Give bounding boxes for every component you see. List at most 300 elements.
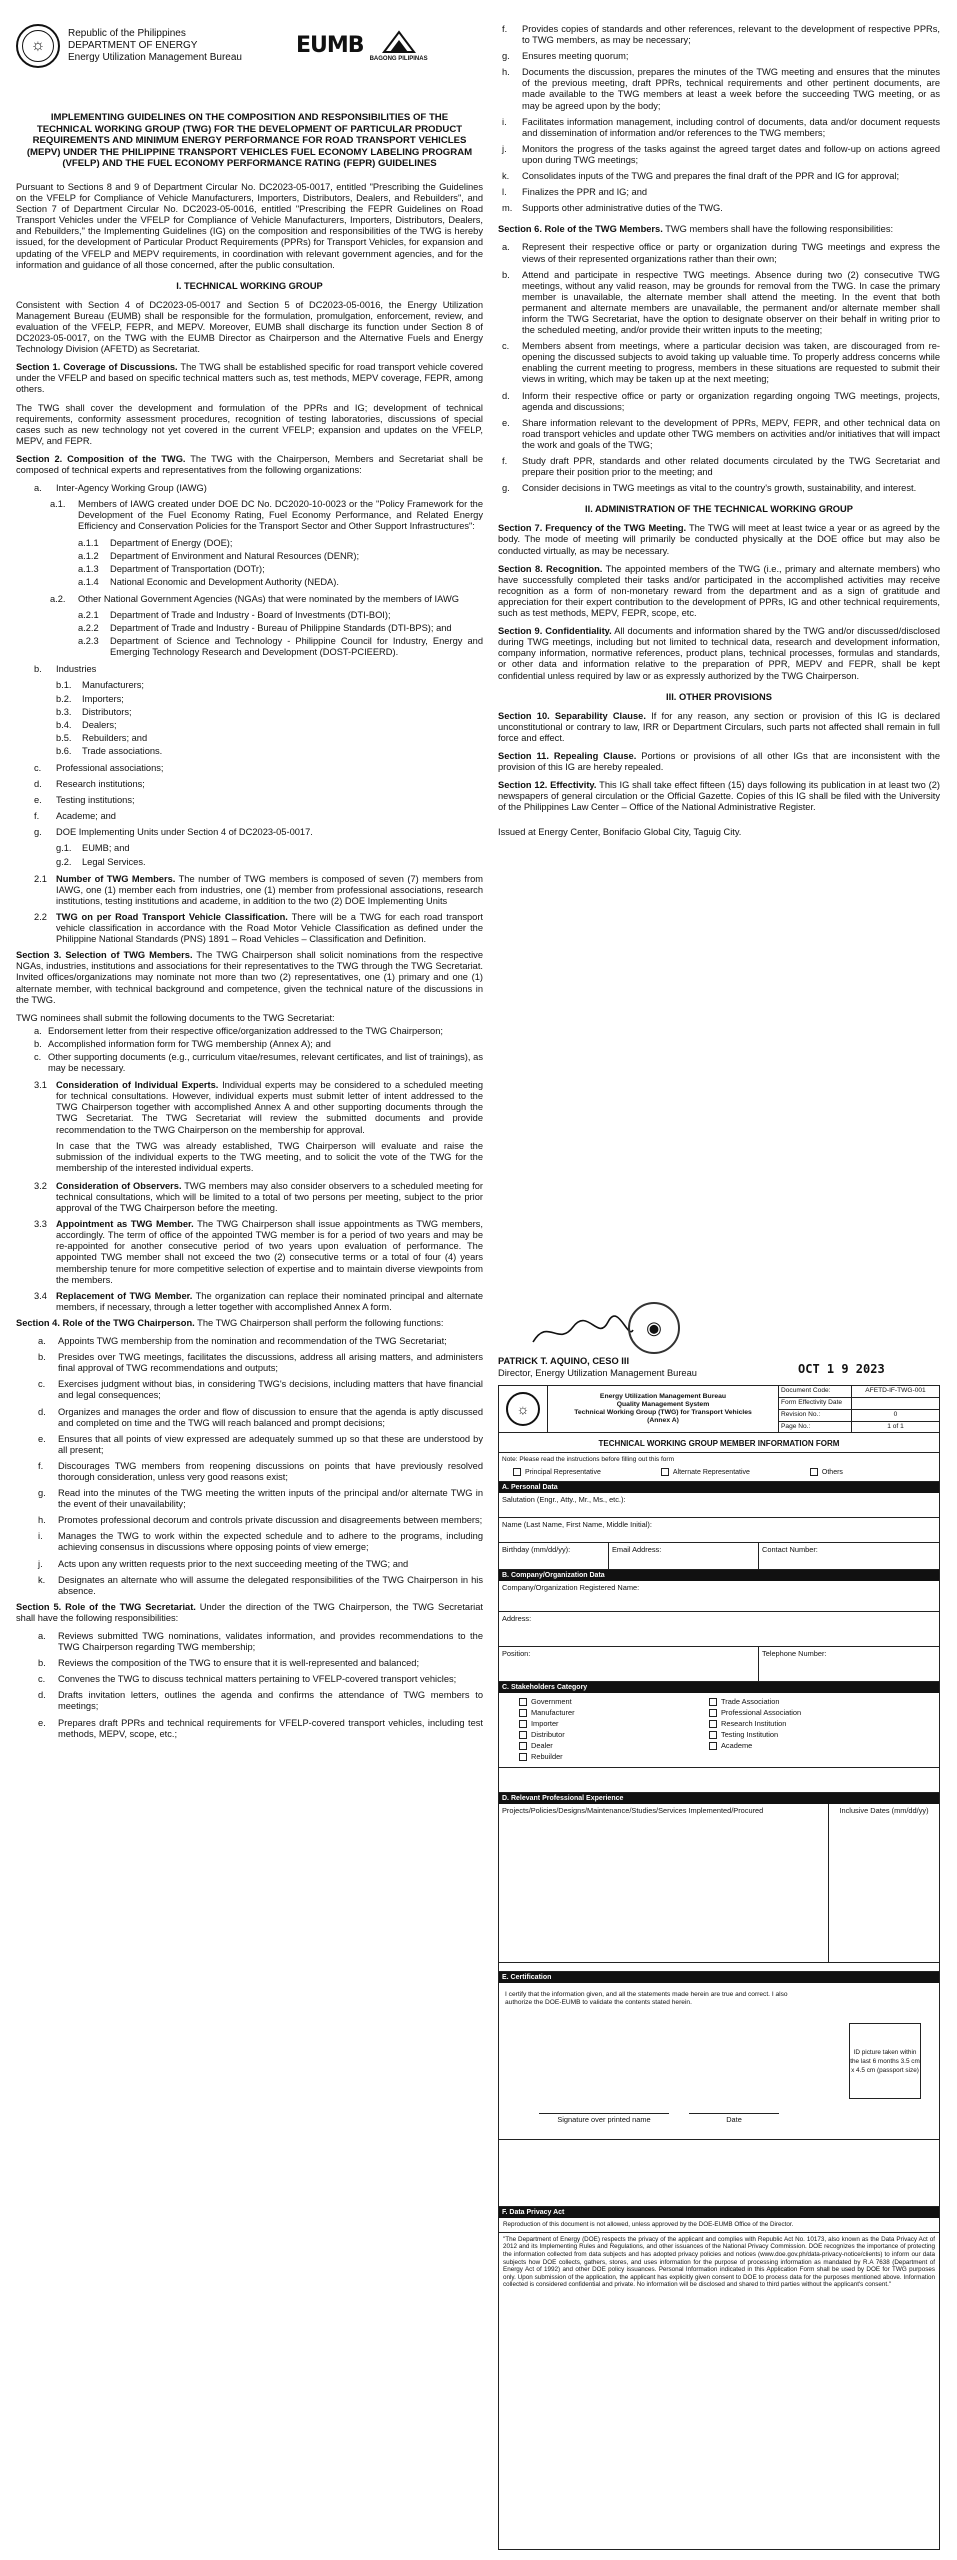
checkbox[interactable] [519,1742,527,1750]
category-option[interactable] [519,1741,669,1750]
item-text: Finalizes the PPR and IG; and [522,187,648,198]
item-label: b. [34,664,42,675]
list-item [38,1718,483,1740]
form-note: Note: Please read the instructions before filling out this form [502,1456,674,1463]
checkbox[interactable] [709,1720,717,1728]
section-9-text: All documents and information shared by the TWG and/or discussed/disclosed during TWG meetings, including but not limited to technical data, research and development information, company information, normative references, product plans, technical processes, formulas and standards, or other data and information relative to the preparation of PPR, MEPV and FEPR, shall be kept confidential unless required by law or as expressly authorized by the TWG Chairperson. [498,626,940,681]
item-text: Manufacturers; [82,680,145,691]
certification-block [499,1983,939,2140]
certification-text: I certify that the information given, and all the statements made herein are true and correct. I also authorize the DOE-EUMB to validate the contents stated herein. [505,1991,788,2007]
item-text: EUMB; and [82,843,130,854]
item-text: Endorsement letter from their respective office/organization addressed to the TWG Chairperson; [48,1025,443,1036]
section-10 [498,711,940,744]
section-12-text: This IG shall take effect fifteen (15) days following its publication in at least two (2) newspapers of general circulation or the Official Gazette. Copies of this IG shall be filed with the University of the Philippines Law Center – Office of the National Administrative Register. [498,780,940,813]
item-text: Rebuilders; and [82,732,148,743]
category-option[interactable] [519,1719,669,1728]
checkbox[interactable] [709,1698,717,1706]
category-column-right [709,1697,801,1763]
item-label: c. [34,1051,42,1062]
option-label: Principal Representative [525,1469,601,1476]
subsection-3-2 [34,1181,483,1214]
list-item-a [34,483,483,494]
item-text: Industries [56,664,97,675]
item-text: Department of Science and Technology - Philippine Council for Industry, Energy and Emerging Technology Research and Development (DOST-PCIEERD). [110,636,483,658]
list-item [38,1461,483,1483]
item-label: b.3. [56,706,72,717]
item-text: Department of Energy (DOE); [110,537,233,548]
item-label: b.2. [56,693,72,704]
section-4-label: Section 4. Role of the TWG Chairperson. [16,1317,195,1328]
item-label: k. [502,171,510,182]
item-text: Represent their respective office or party or organization during TWG meetings and express the views of their represented organizations rather than their own; [522,242,940,264]
category-label: Trade Association [721,1697,780,1706]
g-sublist [56,843,483,867]
item-text: Attend and participate in respective TWG meetings. Absence during two (2) consecutive TWG meetings, without any valid reason, may be grounds for removal from the TWG. In case the primary member is unavailable, the alternate member shall attend the meeting. In the event that both permanent and alternate members are unavailable, the permanent and/or alternate member shall inform the TWG Secretariat, have the option to designate observer on their behalf in writing prior to the scheduled meeting, and/or provide their written inputs to the meeting; [522,269,940,336]
doe-seal-icon: ☼ [16,24,60,68]
section-a-header: A. Personal Data [499,1482,939,1493]
list-item [78,551,483,562]
checkbox[interactable] [661,1468,669,1476]
item-text: DOE Implementing Units under Section 4 of DC2023-05-0017. [56,827,313,838]
item-label: 2.1 [34,873,47,884]
privacy-text-2: "The Department of Energy (DOE) respects the privacy of the applicant and complies with Republic Act No. 10173, also known as the Data Privacy Act of 2012 and its Implementing Rules and Regulations, and other issuances of the National Privacy Commission. DOE recognizes the importance of protecting the information collected from data subjects and has adopted privacy policies and notices (www.doe.gov.ph/data-privacy-notice/clients) to inform our data subjects how DOE collects, gathers, stores, and uses information for the purpose of processing information as mandated by R.A 7638 (Department of Energy Act of 1992) and other DOE policy issuances. Personal Information indicated in this Application Form shall be used by DOE for TWG purposes only. Upon submission of the application, the applicant has explicitly given consent to DOE to process data for the purposes mentioned above. Information collected is considered confidential and private. No information will be disclosed and shared to third parties without the applicant's consent." [503,2235,935,2289]
section-5 [16,1602,483,1624]
item-text: Discourages TWG members from reopening discussions on points that have previously resolved thorough consideration, unless very good reasons exist; [58,1460,483,1482]
item-text: Share information relevant to the development of PPRs, MEPV, FEPR, and other technical data on road transport vehicles and update other TWG members on activities and/or initiatives that will impact the work and goals of the TWG; [522,417,940,450]
item-text: Organizes and manages the order and flow of discussion to ensure that the agenda is aptly discussed and completed on time and the TWG will reach balanced and prompt decisions; [58,1406,483,1428]
item-text: Presides over TWG meetings, facilitates the discussions, address all arising matters, and administers final approval of TWG recommendations and outputs; [58,1352,483,1374]
section-9 [498,626,940,681]
list-item-f [34,811,483,822]
item-text: Research institutions; [56,779,145,790]
category-option[interactable] [709,1730,801,1739]
checkbox[interactable] [709,1742,717,1750]
list-item [502,51,940,62]
company-field[interactable]: Company/Organization Registered Name: [502,1583,640,1592]
id-picture-box[interactable]: ID picture taken within the last 6 months 3.5 cm x 4.5 cm (passport size) [849,2023,921,2099]
item-label: b. [38,1658,46,1669]
item-text: Department of Trade and Industry - Board of Investments (DTI-BOI); [110,609,391,620]
agency-name [68,28,242,64]
bagong-pilipinas-label: BAGONG PILIPINAS [369,56,428,62]
item-label: g. [34,827,42,838]
list-item [78,538,483,549]
principal-option[interactable] [513,1468,601,1477]
subsection-text: The TWG Chairperson shall issue appointments as TWG members, accordingly. The term of office of the appointed TWG member is for a period of two years and may be re-appointed for another consecutive period of two years upon evaluation of performance. The appointed TWG member shall not exceed the two (2) consecutive terms or a total of four (4) years membership tenure for more competitive selection of expertise and to maintain diverse viewpoints from the members. [56,1219,483,1285]
item-text: Acts upon any written requests prior to the next succeeding meeting of the TWG; and [58,1558,409,1569]
list-item-d [34,779,483,790]
annex-a-form [498,1385,940,2550]
checkbox[interactable] [810,1468,818,1476]
item-label: a. [38,1631,46,1641]
section-2 [16,454,483,476]
list-item [78,610,483,621]
item-label: b.1. [56,680,72,691]
section-3-text: The TWG Chairperson shall solicit nominations from the respective NGAs, industries, institutions and associations for their representatives to the TWG through the TWG Secretariat. Invited offices/organizations may nominate not more than two (2) representatives, one (1) primary and one (1) alternate member, with technical background and competence, given the technical nature of the discussions in the TWG. [16,950,483,1005]
list-item [502,203,940,214]
category-option[interactable] [709,1708,801,1717]
category-label: Research Institution [721,1719,787,1729]
agency-line-2: DEPARTMENT OF ENERGY [68,40,198,51]
contact-field[interactable]: Contact Number: [762,1545,818,1554]
category-option[interactable] [519,1708,669,1717]
item-label: e. [38,1433,46,1444]
control-key: Document Code: [779,1386,852,1397]
item-label: j. [38,1558,43,1569]
list-item [38,1379,483,1401]
item-text: Department of Trade and Industry - Bureau of Philippine Standards (DTI-BPS); and [110,623,452,634]
agency-line-3: Energy Utilization Management Bureau [68,52,242,63]
item-label: f. [502,24,508,34]
list-item [502,391,940,413]
birthday-field[interactable]: Birthday (mm/dd/yy): [499,1543,609,1569]
item-text: Legal Services. [82,856,146,867]
section-8-text: The appointed members of the TWG (i.e., primary and alternate members) who have successfully completed their tasks and/or participated in the accomplished activities may receive recognition as a form of non-monetary reward from the department and as a sign of gratitude and appreciation for their expert contribution to the development of PPRs, IG and other technical requirements, such as test methods, MEPV, FEPR, scope, etc. [498,563,941,619]
item-label: c. [502,341,510,352]
form-control-table [779,1386,939,1432]
checkbox[interactable] [519,1753,527,1761]
list-item [56,694,483,705]
subsection-head: Replacement of TWG Member. [56,1290,193,1301]
category-label: Testing Institution [721,1730,779,1740]
signature-line[interactable]: Signature over printed name [539,2113,669,2124]
item-label: f. [502,456,508,466]
item-text: Professional associations; [56,763,164,773]
letterhead [16,24,486,76]
item-label: 3.3 [34,1219,47,1230]
spacer [499,1963,939,1972]
item-text: Read into the minutes of the TWG meeting the written inputs of the principal and/or alternate TWG in the event of their unavailability; [58,1488,483,1510]
item-text: Ensures meeting quorum; [522,51,629,62]
item-text: Consider decisions in TWG meetings as vital to the country's growth, sustainability, and interest. [522,483,917,494]
item-text: Provides copies of standards and other references, relevant to the development of respective PPRs, to TWG members, as may be necessary; [522,24,940,46]
list-item [502,341,940,385]
category-option[interactable] [519,1730,669,1739]
section-2-label: Section 2. Composition of the TWG. [16,453,186,464]
option-label: Others [821,1469,843,1476]
intro-paragraph: Pursuant to Sections 8 and 9 of Department Circular No. DC2023-05-0017, entitled "Prescribing the Guidelines on the VFELP for Compliance of Vehicle Manufacturers, Importers, Distributors, Dealers, and Rebuilders", and Section 7 of Department Circular No. DC2023-05-0016, entitled "Prescribing the FEPR Guidelines on Road Transport Vehicles under the VFELP for Compliance of Vehicle Manufacturers, Importers, Distributors, Dealers, and Rebuilders," the Implementing Guidelines (IG) on the composition and responsibilities of the TWG is hereby issued, for the development of Particular Product Requirements (PPRs) for Transport Vehicles, for expansion and updating of the VFELP and MEPV requirements, in coordination with relevant government agencies, and for the information and guidance of all those concerned, after the public consultation. [16,181,483,270]
item-label: g. [502,483,510,494]
others-option[interactable] [810,1468,843,1477]
section-10-text: If for any reason, any section or provision of this IG is declared unconstitutional or contrary to law, IRR or Department Circulars, such parts not affected shall remain in full force and effect. [498,710,940,743]
list-item [38,1488,483,1510]
item-label: 3.1 [34,1080,47,1091]
section-c-header: C. Stakeholders Category [499,1682,939,1693]
item-text: Accomplished information form for TWG membership (Annex A); and [48,1038,331,1049]
list-item [56,733,483,744]
category-label: Rebuilder [531,1752,563,1762]
section-8 [498,564,940,619]
category-option[interactable] [519,1752,669,1761]
item-label: f. [38,1460,44,1471]
item-text: Promotes professional decorum and controls private discussion and disagreements between members; [58,1515,483,1526]
section-f-header: F. Data Privacy Act [499,2207,939,2218]
b-sublist [56,680,483,757]
subsection-text: TWG members may also consider observers to a scheduled meeting for technical consultations, which will be limited to a total of two persons per meeting, subject to the prior approval of the TWG Chairperson before the meeting. [56,1180,483,1214]
control-value: 0 [893,1411,898,1418]
subsection-text: The organization can replace their nominated principal and alternate members, if necessary, through a letter together with accomplished Annex A form. [56,1290,483,1312]
form-org-line: Quality Management System [616,1400,710,1408]
section-2-text: The TWG with the Chairperson, Members and Secretariat shall be composed of technical experts and representatives from the following organizations: [16,453,484,476]
list-item [38,1575,483,1597]
item-text: Department of Environment and Natural Resources (DENR); [110,550,360,561]
document-title: IMPLEMENTING GUIDELINES ON THE COMPOSITION AND RESPONSIBILITIES OF THE TECHNICAL WORKING GROUP (TWG) FOR THE DEVELOPMENT OF PARTICULAR PRODUCT REQUIREMENTS AND MINIMUM ENERGY PERFORMANCE FOR ROAD TRANSPORT VEHICLES (MEPV) UNDER THE PHILIPPINE TRANSPORT VEHICLES FUEL ECONOMY LABELING PROGRAM (VFELP) AND THE FUEL ECONOMY PERFORMANCE RATING (FEPR) GUIDELINES [26,112,473,170]
item-label: d. [38,1690,46,1701]
item-text: Inform their respective office or party or organization regarding ongoing TWG meetings, projects, agenda and discussions; [522,390,940,412]
subsection-text: The number of TWG members is composed of seven (7) members from IAWG, one (1) member each from industries, one (1) member from professional associations, research institutions, testing institutions and academe, in addition to the two (2) DOE Implementing Units [56,873,483,906]
item-label: e. [502,417,510,428]
item-text: Reviews submitted TWG nominations, validates information, and provides recommendations to the TWG Chairperson regarding TWG membership; [58,1631,483,1653]
issued-line: Issued at Energy Center, Bonifacio Global City, Taguig City. [498,827,742,838]
item-label: b. [34,1038,42,1049]
section-1-label: Section 1. Coverage of Discussions. [16,362,178,373]
section-11-label: Section 11. Repealing Clause. [498,750,637,761]
inclusive-dates-field[interactable]: Inclusive Dates (mm/dd/yy) [839,1806,929,1816]
section-8-label: Section 8. Recognition. [498,563,603,574]
category-label: Professional Association [721,1708,802,1718]
section-12-label: Section 12. Effectivity. [498,780,597,791]
subsection-head: Number of TWG Members. [56,873,176,884]
telephone-field[interactable]: Telephone Number: [762,1649,827,1658]
section-5-text: Under the direction of the TWG Chairperson, the TWG Secretariat shall have the following responsibilities: [16,1601,483,1623]
item-text: Testing institutions; [56,795,135,806]
date-line[interactable]: Date [689,2113,779,2124]
list-item [502,67,940,111]
list-item [38,1631,483,1653]
section-5-label: Section 5. Role of the TWG Secretariat. [16,1601,196,1612]
section-7-text: The TWG will meet at least twice a year or as agreed by the body. The mode of meeting will primarily be conducted physically at the DOE office but may also be conducted virtually, as may be necessary. [498,523,940,556]
form-org-line: Energy Utilization Management Bureau [599,1392,727,1400]
subsection-head: Consideration of Individual Experts. [56,1080,219,1091]
item-text: Importers; [82,693,124,704]
item-label: j. [502,143,507,154]
list-item [78,636,483,658]
list-item [34,1039,483,1050]
item-text: Convenes the TWG to discuss technical matters pertaining to VFELP-covered transport vehicles; [58,1674,457,1685]
section-1-paragraph-2: The TWG shall cover the development and formulation of the PPRs and IG; development of technical requirements, conformity assessment procedures, recognition of testing laboratories, discussions of special cases such as new technology not yet covered in the current VFELP; expansion and updates on the VFELP, MEPV, and FEPR. [16,402,483,446]
left-column [16,112,483,1745]
form-title: TECHNICAL WORKING GROUP MEMBER INFORMATION FORM [499,1433,939,1453]
list-item [502,483,940,494]
item-label: e. [34,795,42,806]
section-9-label: Section 9. Confidentiality. [498,626,612,637]
item-label: a. [34,483,42,494]
list-item [56,720,483,731]
date-stamp: OCT 1 9 2023 [798,1362,885,1376]
list-item [56,746,483,757]
list-item [502,144,940,166]
item-text: Exercises judgment without bias, in considering TWG's decisions, including matters that have financial and legal consequences; [58,1379,483,1401]
item-label: a. [502,242,510,253]
category-label: Distributor [531,1730,565,1740]
item-label: b.4. [56,719,72,730]
category-option[interactable] [519,1697,669,1706]
position-field[interactable]: Position: [499,1647,759,1681]
list-item [38,1559,483,1570]
item-label: a.2. [50,593,66,604]
list-item [38,1407,483,1429]
list-item [38,1690,483,1712]
checkbox[interactable] [519,1709,527,1717]
list-item [38,1658,483,1669]
list-item [38,1531,483,1553]
category-label: Dealer [531,1741,553,1751]
item-label: b. [502,269,510,280]
category-option[interactable] [709,1697,801,1706]
salutation-field[interactable]: Salutation (Engr., Atty., Mr., Ms., etc.): [502,1495,626,1504]
category-option[interactable] [709,1741,801,1750]
s4-list [38,1336,483,1597]
item-label: h. [38,1515,46,1526]
list-item [502,24,940,46]
list-item [502,418,940,451]
representative-options [499,1466,939,1482]
doe-seal-icon: ☼ [506,1392,540,1426]
section-3 [16,950,483,1005]
item-label: a.2.2 [78,623,99,634]
section-1-text: The TWG shall be established specific for road transport vehicle covered under the VFELP and based on specific technical matters such as, test methods, MEPV coverage, FEPR, among others. [16,362,483,395]
list-item [502,456,940,478]
section-e-header: E. Certification [499,1972,939,1983]
checkbox[interactable] [709,1731,717,1739]
item-text: Dealers; [82,719,117,730]
item-label: b.6. [56,745,72,756]
category-option[interactable] [709,1719,801,1728]
subsection-3-4 [34,1291,483,1313]
alternate-option[interactable] [661,1468,750,1477]
item-text: Distributors; [82,706,132,717]
item-text: Study draft PPR, standards and other related documents circulated by the TWG Secretariat and prepare their position prior to the meeting; and [522,456,940,478]
item-text: National Economic and Development Authority (NEDA). [110,576,339,587]
eumb-logo: EUMB [296,32,364,58]
list-item [56,707,483,718]
category-label: Manufacturer [531,1708,575,1718]
checkbox[interactable] [519,1698,527,1706]
subsection-head: Consideration of Observers. [56,1180,182,1191]
item-label: c. [38,1674,46,1685]
list-item [38,1515,483,1526]
section-3-label: Section 3. Selection of TWG Members. [16,950,193,961]
section-12 [498,780,940,813]
subsection-3-1 [34,1080,483,1135]
list-item [502,242,940,264]
item-text: Members absent from meetings, where a particular decision was taken, are discouraged from re-opening the discussed subjects to avoid taking up valuable time. To properly address concerns while enabling the current meeting to progress, members in these situations are requested to submit their views in writing, which may be taken up at the next meeting; [522,341,940,385]
list-item [38,1674,483,1685]
item-text: Reviews the composition of the TWG to ensure that it is well-represented and balanced; [58,1658,420,1669]
section-11 [498,751,940,773]
control-value: 1 of 1 [887,1423,904,1430]
checkbox[interactable] [513,1468,521,1476]
item-label: 3.2 [34,1180,47,1191]
subsection-head: TWG on per Road Transport Vehicle Classification. [56,911,288,922]
right-column [498,24,940,846]
list-item-g [34,827,483,838]
s5-list-continued [502,24,940,214]
list-item-a2 [50,594,483,605]
item-label: c. [34,763,42,773]
checkbox[interactable] [709,1709,717,1717]
signer-title: Director, Energy Utilization Management Bureau [498,1368,697,1378]
item-label: e. [38,1717,46,1728]
category-column-left [519,1697,669,1763]
form-org-line: (Annex A) [647,1417,679,1425]
privacy-text-1: Reproduction of this document is not allowed, unless approved by the DOE-EUMB Office of the Director. [499,2218,939,2233]
form-org-line: Technical Working Group (TWG) for Transport Vehicles [574,1409,752,1416]
header-logos [296,26,428,64]
section-3-paragraph-2: TWG nominees shall submit the following documents to the TWG Secretariat: [16,1012,335,1023]
s5-list [38,1631,483,1740]
item-text: Facilitates information management, including control of documents, data and/or document requests and dissemination of information and/or references to the TWG members; [522,116,940,138]
option-label: Alternate Representative [672,1469,750,1476]
s6-list [502,242,940,494]
list-item [38,1336,483,1347]
item-text: Manages the TWG to work within the expected schedule and to adhere to the programs, including achieving consensus in discussions where opposing points of view emerge; [58,1531,483,1553]
agency-line-1: Republic of the Philippines [68,28,186,39]
category-label: Importer [531,1719,559,1729]
item-label: d. [502,390,510,401]
signature-icon [528,1312,638,1352]
section-4 [16,1318,483,1329]
part-3-heading: III. OTHER PROVISIONS [666,691,772,702]
list-item [56,857,483,868]
item-label: l. [502,187,507,198]
item-text: Consolidates inputs of the TWG and prepares the final draft of the PPR and IG for approval; [522,171,900,182]
item-text: Appoints TWG membership from the nomination and recommendation of the TWG Secretariat; [58,1336,447,1347]
name-field[interactable]: Name (Last Name, First Name, Middle Initial): [502,1520,652,1529]
item-label: b. [38,1352,46,1363]
checkbox[interactable] [519,1720,527,1728]
list-item [38,1434,483,1456]
item-label: f. [34,811,40,822]
form-logo [499,1386,548,1432]
item-label: a. [38,1336,46,1347]
subsection-2-1 [34,874,483,907]
list-item [38,1352,483,1374]
projects-field[interactable]: Projects/Policies/Designs/Maintenance/Studies/Services Implemented/Procured [499,1804,829,1962]
subsection-text: There will be a TWG for each road transport vehicle classification in accordance with the Road Motor Vehicle Classification as defined under the Philippine National Standards (PNS) 1891 – Road Vehicles – Classification and Definition. [56,911,483,945]
bagong-pilipinas-icon [382,28,416,56]
spacer [499,1768,939,1793]
list-item [78,623,483,634]
subsection-3-3 [34,1219,483,1286]
section-d-header: D. Relevant Professional Experience [499,1793,939,1804]
item-label: g. [38,1488,46,1499]
s3-list [34,1026,483,1074]
list-item [34,1052,483,1074]
item-label: a.1.1 [78,537,99,548]
item-label: a. [34,1025,42,1036]
item-label: m. [502,203,513,214]
address-field[interactable]: Address: [502,1614,532,1623]
item-text: Other National Government Agencies (NGAs) that were nominated by the members of IAWG [78,593,459,604]
list-item-b [34,664,483,675]
checkbox[interactable] [519,1731,527,1739]
item-label: i. [502,116,507,127]
email-field[interactable]: Email Address: [609,1543,759,1569]
section-10-label: Section 10. Separability Clause. [498,710,646,721]
item-label: c. [38,1379,46,1390]
item-label: g. [502,51,510,62]
item-label: a.2.3 [78,636,99,647]
list-item [34,1026,483,1037]
section-6-text: TWG members shall have the following responsibilities: [665,224,894,235]
list-item [78,577,483,588]
section-b-header: B. Company/Organization Data [499,1570,939,1581]
list-item-c [34,763,483,774]
signer-name: PATRICK T. AQUINO, CESO III [498,1356,630,1366]
item-label: a.1. [50,499,66,510]
item-label: a.1.4 [78,576,99,587]
